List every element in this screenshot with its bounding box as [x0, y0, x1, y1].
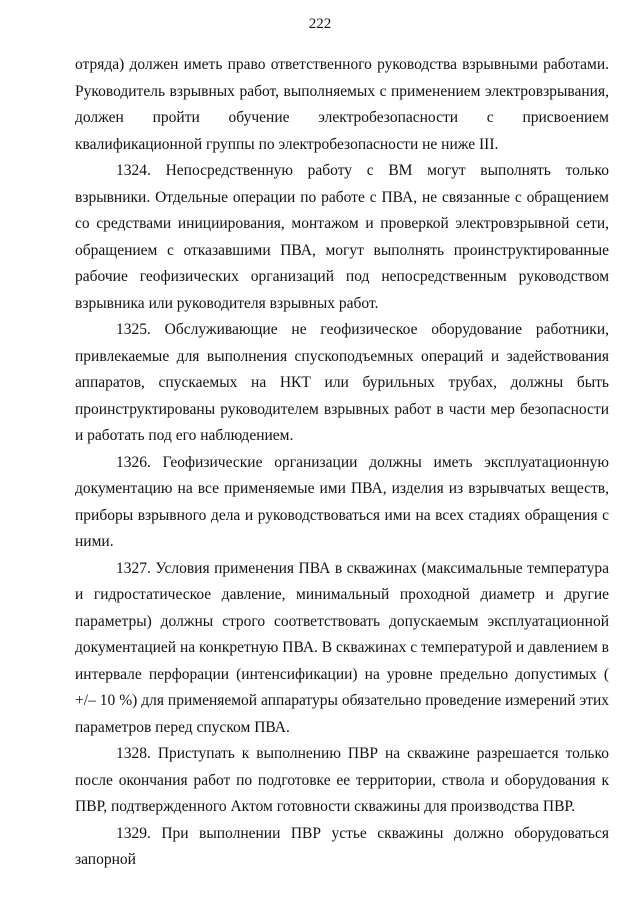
document-body — [75, 52, 609, 874]
paragraph-1328: 1328. Приступать к выполнению ПВР на скважине разрешается только после окончания работ по подготовке ее территории, ствола и оборудования к ПВР, подтвержденного Актом готовности скважины для производства ПВР. — [75, 745, 609, 815]
page-number: 222 — [308, 16, 332, 32]
paragraph-1325: 1325. Обслуживающие не геофизическое оборудование работники, привлекаемые для выполнения спускоподъемных операций и задействования аппаратов, спускаемых на НКТ или бурильных трубах, должны быть проинструктированы руководителем взрывных работ в части мер безопасности и работать под его наблюдением. — [75, 321, 609, 444]
paragraph-continuation: отряда) должен иметь право ответственного руководства взрывными работами. Руководитель взрывных работ, выполняемых с применением электровзрывания, должен пройти обучение электробезопасности с присвоением квалификационной группы по электробезопасности не ниже III. — [75, 56, 609, 153]
paragraph-1324: 1324. Непосредственную работу с ВМ могут выполнять только взрывники. Отдельные операции по работе с ПВА, не связанные с обращением со средствами инициирования, монтажом и проверкой электровзрывной сети, обращением с отказавшими ПВА, могут выполнять проинструктированные рабочие геофизических организаций под непосредственным руководством взрывника или руководителя взрывных работ. — [75, 162, 609, 312]
paragraph-1329: 1329. При выполнении ПВР устье скважины должно оборудоваться запорной — [75, 824, 609, 868]
paragraph-1326: 1326. Геофизические организации должны иметь эксплуатационную документацию на все применяемые ими ПВА, изделия из взрывчатых веществ, приборы взрывного дела и руководствоваться ими на всех стадиях обращения с ними. — [75, 453, 609, 550]
paragraph-1327: 1327. Условия применения ПВА в скважинах (максимальные температура и гидростатическое давление, минимальный проходной диаметр и другие параметры) должны строго соответствовать допускаемым эксплуатационной документацией на конкретную ПВА. В скважинах с температурой и давлением в интервале перфорации (интенсификации) на уровне предельно допустимых ( +/– 10 %) для применяемой аппаратуры обязательно проведение измерений этих параметров перед спуском ПВА. — [75, 559, 609, 736]
